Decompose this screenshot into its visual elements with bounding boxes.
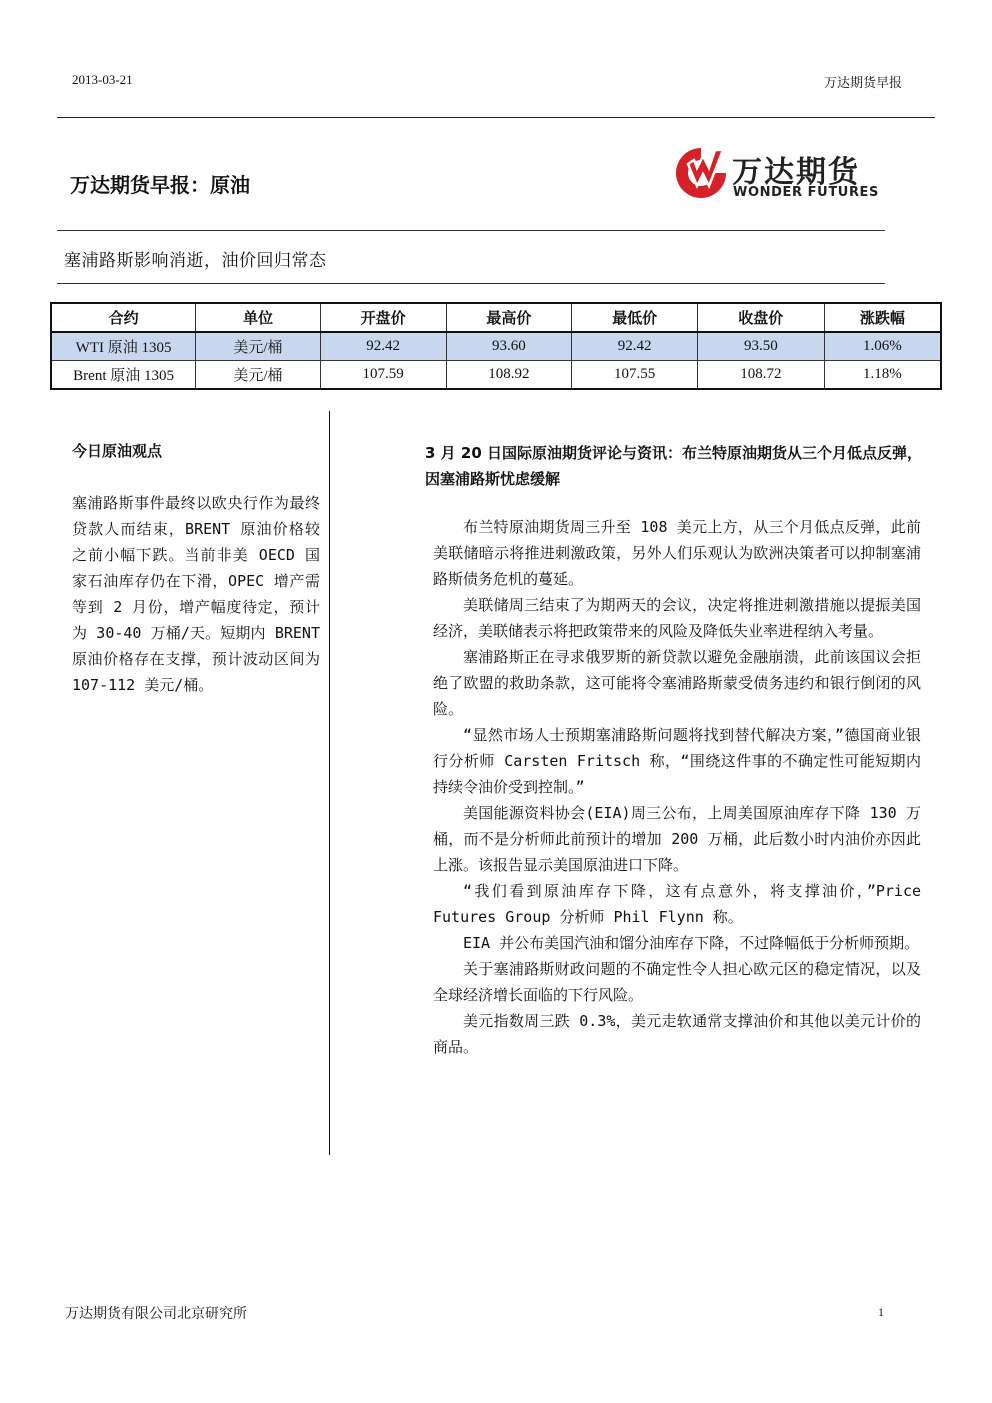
price-table — [50, 302, 942, 390]
news-paragraph: 美国能源资料协会(EIA)周三公布，上周美国原油库存下降 130 万桶，而不是分析师此前预计的增加 200 万桶，此后数小时内油价亦因此上涨。该报告显示美国原油进口下降。 — [433, 804, 921, 874]
footer-company: 万达期货有限公司北京研究所 — [65, 1306, 247, 1322]
cell-close: 108.72 — [697, 361, 824, 390]
cell-close: 93.50 — [697, 332, 824, 361]
news-heading: 3 月 20 日国际原油期货评论与资讯：布兰特原油期货从三个月低点反弹，因塞浦路斯忧虑缓解 — [425, 444, 922, 488]
cell-unit: 美元/桶 — [196, 361, 321, 390]
column-divider — [329, 411, 330, 1155]
cell-low: 107.55 — [572, 361, 698, 390]
table-row — [51, 332, 941, 361]
cell-open: 92.42 — [320, 332, 446, 361]
cell-open: 107.59 — [320, 361, 446, 390]
table-row — [51, 361, 941, 390]
table-header-row — [51, 303, 941, 332]
news-paragraph: 塞浦路斯正在寻求俄罗斯的新贷款以避免金融崩溃，此前该国议会拒绝了欧盟的救助条款，这可能将令塞浦路斯蒙受债务违约和银行倒闭的风险。 — [433, 648, 921, 718]
news-body — [433, 514, 921, 1060]
cell-unit: 美元/桶 — [196, 332, 321, 361]
header-brand: 万达期货早报 — [823, 76, 902, 91]
header-divider — [57, 117, 935, 118]
header-high: 最高价 — [446, 303, 572, 332]
cell-low: 92.42 — [572, 332, 698, 361]
news-paragraph: 美联储周三结束了为期两天的会议，决定将推进刺激措施以提振美国经济，美联储表示将把政策带来的风险及降低失业率进程纳入考量。 — [433, 596, 921, 640]
cell-high: 108.92 — [446, 361, 572, 390]
cell-high: 93.60 — [446, 332, 572, 361]
news-paragraph: “显然市场人士预期塞浦路斯问题将找到替代解决方案，”德国商业银行分析师 Carsten Fritsch 称，“围绕这件事的不确定性可能短期内持续令油价受到控制。” — [433, 726, 921, 796]
page-title: 万达期货早报：原油 — [70, 173, 250, 197]
cell-change: 1.18% — [824, 361, 941, 390]
title-divider — [57, 230, 885, 231]
report-date: 2013-03-21 — [72, 72, 133, 87]
header-low: 最低价 — [572, 303, 698, 332]
cell-contract: WTI 原油 1305 — [51, 332, 196, 361]
header-close: 收盘价 — [697, 303, 824, 332]
news-paragraph: 关于塞浦路斯财政问题的不确定性令人担心欧元区的稳定情况，以及全球经济增长面临的下行风险。 — [433, 960, 921, 1004]
news-paragraph: 布兰特原油期货周三升至 108 美元上方，从三个月低点反弹，此前美联储暗示将推进刺激政策，另外人们乐观认为欧洲决策者可以抑制塞浦路斯债务危机的蔓延。 — [433, 518, 921, 588]
cell-change: 1.06% — [824, 332, 941, 361]
logo-english-name: WONDER FUTURES — [733, 185, 879, 200]
news-paragraph: 美元指数周三跌 0.3%，美元走软通常支撑油价和其他以美元计价的商品。 — [433, 1012, 921, 1056]
news-paragraph: EIA 并公布美国汽油和馏分油库存下降，不过降幅低于分析师预期。 — [463, 934, 920, 952]
report-subtitle: 塞浦路斯影响消逝，油价回归常态 — [64, 251, 327, 271]
news-paragraph: “我们看到原油库存下降，这有点意外，将支撑油价，”Price Futures Group 分析师 Phil Flynn 称。 — [433, 882, 921, 926]
page-number: 1 — [878, 1305, 884, 1319]
wonder-futures-logo-icon — [670, 142, 732, 204]
subtitle-divider — [57, 283, 885, 284]
outlook-heading: 今日原油观点 — [72, 442, 163, 460]
outlook-body: 塞浦路斯事件最终以欧央行作为最终贷款人而结束，BRENT 原油价格较之前小幅下跌。当前非美 OECD 国家石油库存仍在下滑，OPEC 增产需等到 2 月份，增产幅度待定，预计为 30-40 万桶/天。短期内 BRENT 原油价格存在支撑，预计波动区间为 107-112 美元/桶。 — [72, 494, 320, 694]
header-change: 涨跌幅 — [824, 303, 941, 332]
header-unit: 单位 — [196, 303, 321, 332]
logo-chinese-name: 万达期货 — [732, 155, 860, 190]
header-open: 开盘价 — [320, 303, 446, 332]
cell-contract: Brent 原油 1305 — [51, 361, 196, 390]
header-contract: 合约 — [51, 303, 196, 332]
